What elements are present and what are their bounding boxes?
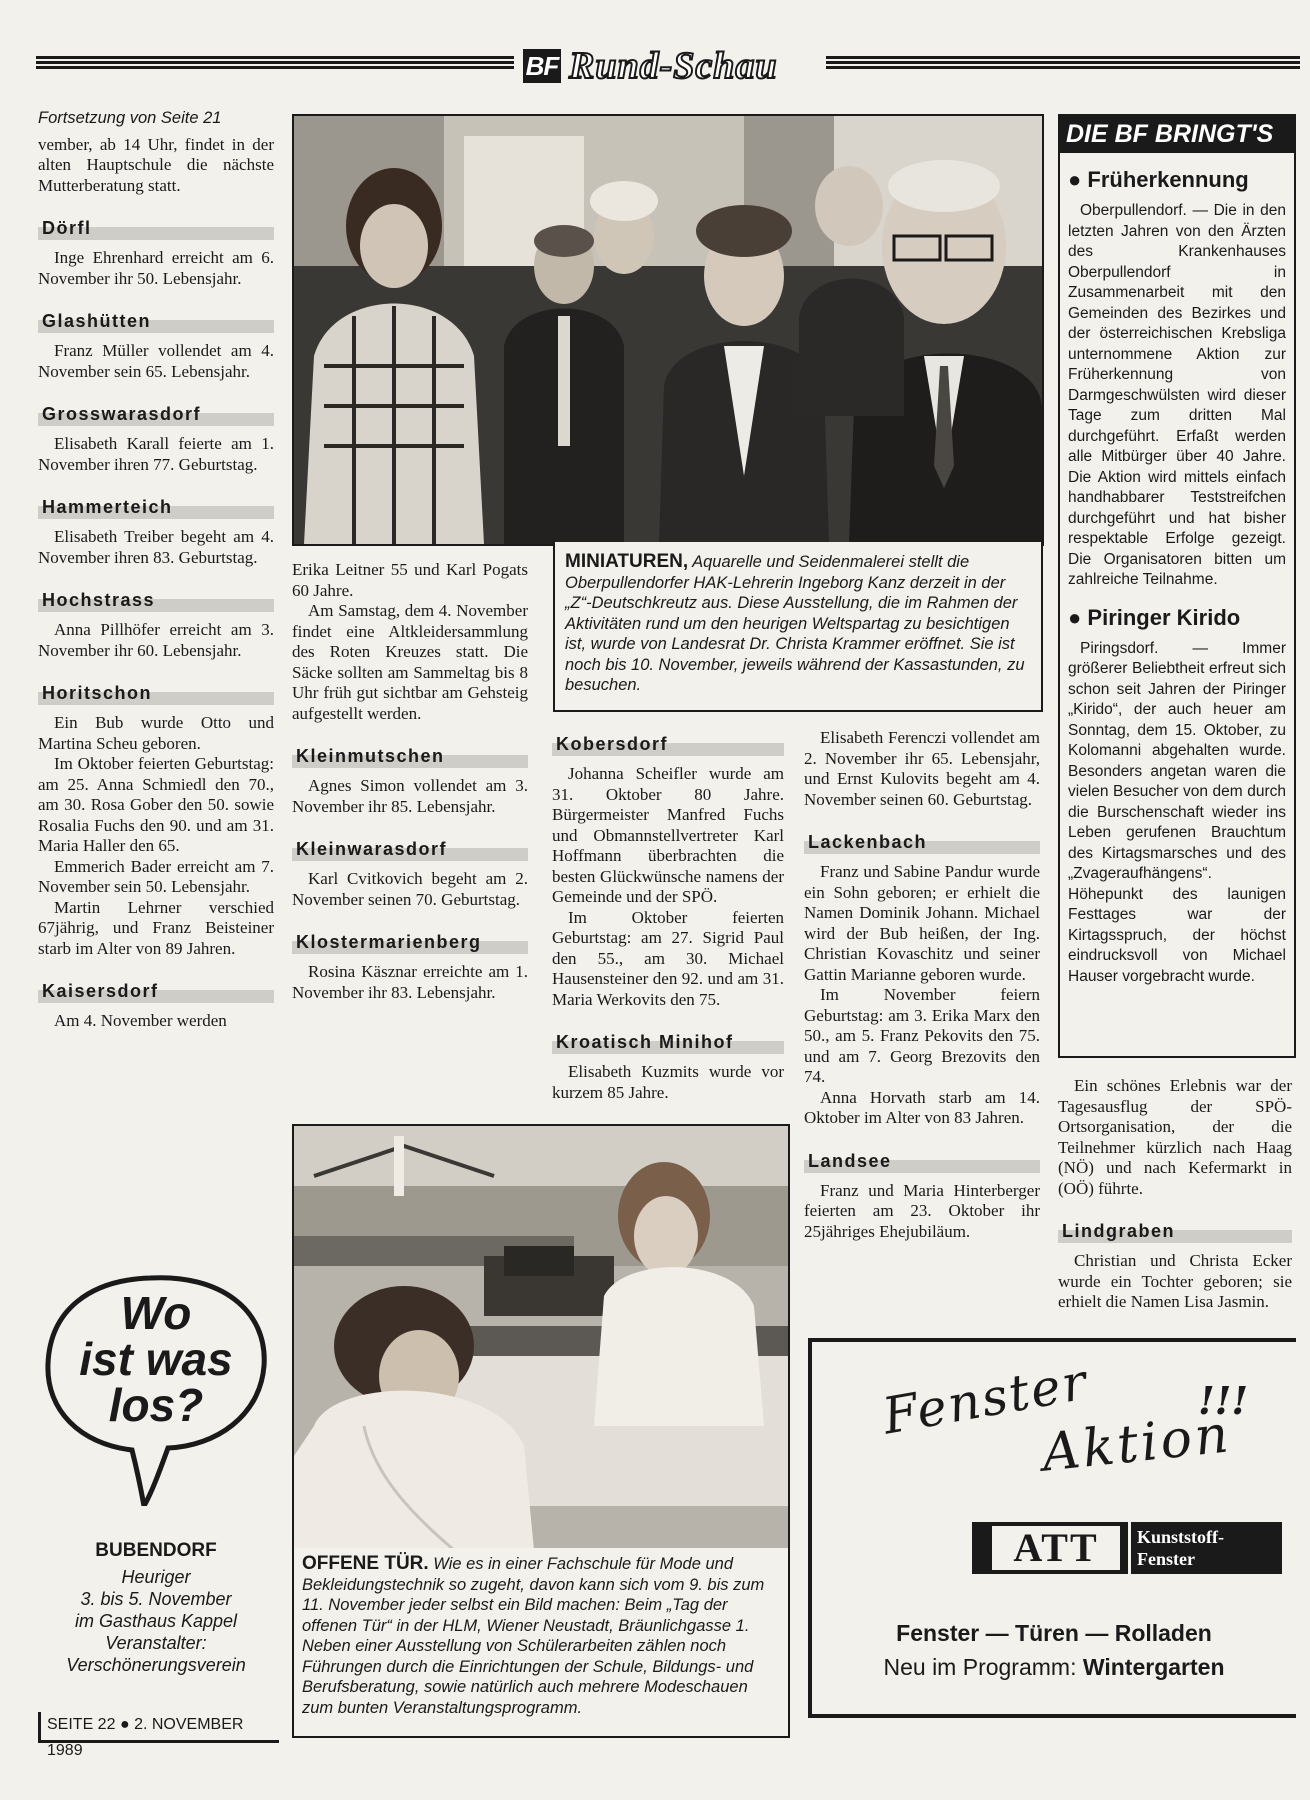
miniaturen-caption-box <box>553 542 1043 712</box>
section-heading-horitschon: Horitschon <box>38 681 274 705</box>
section-heading-lindgraben: Lindgraben <box>1058 1219 1292 1243</box>
event-line: Heuriger <box>121 1567 191 1587</box>
section-heading-kleinmutschen: Kleinmutschen <box>292 744 528 768</box>
article-paragraph: Franz Müller vollendet am 4. November sein 65. Lebensjahr. <box>38 341 274 381</box>
article-paragraph: Am Samstag, dem 4. November findet eine Altkleidersammlung des Roten Kreuzes statt. Die Säcke sollten am Sammeltag bis 8 Uhr früh gut sichtbar am Gehsteig aufgestellt werden. <box>292 601 528 723</box>
article-paragraph: Elisabeth Ferenczi vollendet am 2. November ihr 65. Lebensjahr, und Ernst Kulovits begeht am 4. November seinen 60. Geburtstag. <box>804 728 1040 809</box>
column-2 <box>292 560 528 1003</box>
article-paragraph: Anna Horvath starb am 14. Oktober im Alter von 83 Jahren. <box>804 1087 1040 1127</box>
bubble-line-1: Wo <box>120 1287 192 1339</box>
sidebar-box <box>1058 114 1296 1058</box>
bubble-line-2: ist was <box>79 1333 233 1385</box>
col3-sections <box>552 732 784 1103</box>
caption-lead: OFFENE TÜR. <box>302 1553 429 1574</box>
section-heading-grosswarasdorf: Grosswarasdorf <box>38 402 274 426</box>
column-1 <box>38 108 274 1032</box>
bullet-icon: ● <box>1068 167 1088 192</box>
sidebar-item-title <box>1068 167 1286 193</box>
article-paragraph: Johanna Scheifler wurde am 31. Oktober 80 Jahre. Bürgermeister Manfred Fuchs und Obmannstellvertreter Karl Hoffmann überbrachten die besten Glückwünsche namens der Gemeinde und der SPÖ. <box>552 764 784 906</box>
section-heading-klostermarienberg: Klostermarienberg <box>292 930 528 954</box>
page-footer <box>38 1712 279 1759</box>
article-paragraph: Emmerich Bader erreicht am 7. November sein 50. Lebensjahr. <box>38 856 274 896</box>
ad-brand-block <box>972 1522 1282 1574</box>
event-line: im Gasthaus Kappel <box>74 1611 238 1631</box>
section-heading-dorfl: Dörfl <box>38 216 274 240</box>
caption-text: Wie es in einer Fachschule für Mode und Bekleidungstechnik so zugeht, davon kann sich vom 9. bis zum 11. November jeder selbst ein Bild machen: Beim „Tag der offenen Tür“ in der HLM, Wiener Neustadt, Bräunlichgasse 1. Neben einer Ausstellung von Schülerarbeiten zählen noch Führungen durch die Einrichtungen der Schule, Bildungs- und Berufsberatung, sowie natürlich auch mehrere Modeschauen zum bunten Veranstaltungsprogramm. <box>302 1555 765 1717</box>
article-paragraph: Elisabeth Treiber begeht am 4. November ihren 83. Geburtstag. <box>38 527 274 567</box>
section-heading-kaisersdorf: Kaisersdorf <box>38 979 274 1003</box>
ad-products: Fenster — Türen — Rolladen <box>896 1620 1212 1646</box>
article-paragraph: Franz und Maria Hinterberger feierten am 23. Oktober ihr 25jähriges Ehejubiläum. <box>804 1180 1040 1241</box>
speech-bubble <box>40 1270 272 1506</box>
event-line: Verschönerungsverein <box>66 1655 246 1675</box>
sidebar-item-title-text: Früherkennung <box>1087 167 1249 192</box>
section-heading-lackenbach: Lackenbach <box>804 830 1040 854</box>
article-paragraph: Inge Ehrenhard erreicht am 6. November ihr 50. Lebensjahr. <box>38 248 274 288</box>
ad-new-item: Wintergarten <box>1082 1654 1225 1680</box>
article-paragraph: Rosina Käsznar erreichte am 1. November ihr 83. Lebensjahr. <box>292 962 528 1002</box>
article-paragraph: Elisabeth Kuzmits wurde vor kurzem 85 Jahre. <box>552 1062 784 1102</box>
article-paragraph: Am 4. November werden <box>54 1011 227 1030</box>
article-paragraph: Franz und Sabine Pandur wurde ein Sohn geboren; er erhielt die Namen Dominik Johann. Michael wird der Bub heißen, der Ing. Christian Kovaschitz und seiner Gattin Marianne geboren wurde. <box>804 862 1040 984</box>
article-paragraph: Im Oktober feierten Geburtstag: am 27. Sigrid Paul den 55., am 30. Michael Hausensteiner den 92. und am 31. Maria Werkovits den 75. <box>552 907 784 1009</box>
issue-date: 2. NOVEMBER 1989 <box>47 1716 244 1759</box>
article-paragraph: vember, ab 14 Uhr, findet in der alten Hauptschule die nächste Mutterberatung statt. <box>38 134 274 195</box>
fenster-aktion-ad <box>808 1338 1296 1718</box>
col4-sections <box>804 830 1040 1242</box>
sidebar-items <box>1060 167 1294 987</box>
sidebar-item-text: Piringsdorf. — Immer größerer Beliebtheit erfreut sich schon seit Jahren der Piringer „Kirido“, der auch heuer am Sonntag, dem 15. Oktober, zu Kolomanni abgehalten wurde. Besonders angetan waren die vielen Besucher von dem durch die Burschenschaft wieder ins Leben gerufenen Brauchtum des Kirtagsmarsches und des „Zvageraufhängens“. Höhepunkt des launigen Festtages war der Kirtagsspruch, der höchst eindrucksvoll von Michael Hauser vorgebracht wurde. <box>1068 639 1286 985</box>
header-rule-right <box>826 56 1300 69</box>
ad-new-program <box>812 1654 1296 1681</box>
exhibition-photo <box>292 114 1044 546</box>
event-place: BUBENDORF <box>95 1540 217 1561</box>
article-paragraph: Im Oktober feierten Geburtstag: am 25. Anna Schmiedl den 70., am 30. Rosa Gober den 50. sowie Rosalia Fuchs den 90. und am 31. Maria Haller den 65. <box>38 754 274 855</box>
section-heading-kleinwarasdorf: Kleinwarasdorf <box>292 837 528 861</box>
sewing-class-photo <box>292 1124 790 1552</box>
col2-sections <box>292 744 528 1003</box>
section-heading-hammerteich: Hammerteich <box>38 495 274 519</box>
section-heading-kobersdorf: Kobersdorf <box>552 732 784 756</box>
section-logo <box>523 44 809 88</box>
caption-lead: MINIATUREN, <box>565 551 689 572</box>
event-line: 3. bis 5. November <box>80 1589 232 1609</box>
article-paragraph: Agnes Simon vollendet am 3. November ihr 85. Lebensjahr. <box>292 776 528 816</box>
article-paragraph: Christian und Christa Ecker wurde ein Tochter geboren; sie erhielt die Namen Lisa Jasmin. <box>1058 1251 1292 1311</box>
ad-brand-sub-2: Fenster <box>1137 1549 1195 1569</box>
column-5 <box>1058 1076 1292 1313</box>
sidebar-item-title <box>1068 605 1286 631</box>
article-paragraph: Erika Leitner 55 und Karl Pogats 60 Jahre. <box>292 560 528 600</box>
section-heading-landsee: Landsee <box>804 1149 1040 1173</box>
article-paragraph: Karl Cvitkovich begeht am 2. November seinen 70. Geburtstag. <box>292 869 528 909</box>
offene-tuer-caption <box>294 1548 788 1718</box>
bullet-icon: ● <box>1068 604 1088 630</box>
header-rule-left <box>36 56 514 69</box>
section-heading-hochstrass: Hochstrass <box>38 588 274 612</box>
article-paragraph: Elisabeth Karall feierte am 1. November ihren 77. Geburtstag. <box>38 434 274 474</box>
bullet-icon: ● <box>119 1716 130 1733</box>
offene-tuer-caption-box <box>292 1548 790 1738</box>
col1-sections <box>38 216 274 1032</box>
article-paragraph: Ein schönes Erlebnis war der Tagesausflug der SPÖ-Ortsorganisation, der die Teilnehmer kürzlich nach Haag (NÖ) und nach Kefermarkt in (OÖ) führte. <box>1058 1076 1292 1198</box>
article-paragraph: Im November feiern Geburtstag: am 3. Erika Marx den 50., am 5. Franz Pekovits den 75. und am 7. Georg Brezovits den 74. <box>804 985 1040 1086</box>
bf-logo: BF <box>523 49 561 83</box>
section-heading-glashutten: Glashütten <box>38 309 274 333</box>
ad-brand-sub-1: Kunststoff- <box>1137 1527 1225 1547</box>
ad-new-label: Neu im Programm: <box>883 1654 1077 1680</box>
event-line: Veranstalter: <box>105 1633 207 1653</box>
event-box <box>40 1540 272 1676</box>
sidebar-item-title-text: Piringer Kirido <box>1087 604 1241 630</box>
sewing-class-photo-image <box>294 1126 788 1550</box>
article-paragraph: Ein Bub wurde Otto und Martina Scheu geboren. <box>38 713 274 753</box>
article-paragraph: Anna Pillhöfer erreicht am 3. November ihr 60. Lebensjahr. <box>38 620 274 660</box>
article-paragraph: Martin Lehrner verschied 67jährig, und Franz Beisteiner starb im Alter von 89 Jahren. <box>38 897 274 958</box>
ad-script-line-2: Aktion <box>1039 1404 1235 1484</box>
miniaturen-caption <box>555 542 1041 696</box>
ad-brand-logo: ATT <box>992 1526 1120 1570</box>
section-heading-kroatisch-minihof: Kroatisch Minihof <box>552 1030 784 1054</box>
section-title: Rund-Schau <box>569 45 778 87</box>
exhibition-photo-image <box>294 116 1042 544</box>
col5-sections <box>1058 1219 1292 1313</box>
caption-text: Aquarelle und Seidenmalerei stellt die Oberpullendorfer HAK-Lehrerin Ingeborg Kanz derzeit in der „Z“-Deutschkreutz aus. Diese Ausstellung, die im Rahmen der Aktivitäten rund um den heurigen Weltspartag zu besichtigen ist, wurde von Landesrat Dr. Christa Krammer eröffnet. Sie ist noch bis 10. November, jeweils während der Kassastunden, zu besuchen. <box>565 553 1025 694</box>
sidebar-banner: DIE BF BRINGT'S <box>1060 116 1294 153</box>
bubble-line-3: los? <box>108 1379 204 1431</box>
ad-script-line-1: Fenster <box>878 1352 1093 1446</box>
page-number: SEITE 22 <box>47 1716 116 1733</box>
column-3 <box>552 712 784 1103</box>
sidebar-item-text: Oberpullendorf. — Die in den letzten Jahren von den Ärzten des Krankenhauses Oberpullendorf in Zusammenarbeit mit den Gemeinden des Bezirkes und der österreichischen Krebsliga unternommene Aktion zur Früherkennung von Darmgeschwülsten wird dieser Tage zum dritten Mal durchgeführt. Erfaßt werden alle Mitbürger über 40 Jahre. Die Aktion wird mittels einfach handhabbarer Teststreifchen durchgeführt und hat bisher respektable Erfolge gezeigt. Die Organisatoren bitten um zahlreiche Teilnahme. <box>1068 202 1286 588</box>
column-4 <box>804 728 1040 1242</box>
continued-note: Fortsetzung von Seite 21 <box>38 109 222 127</box>
ad-exclamation-marks: !!! <box>1198 1378 1249 1423</box>
